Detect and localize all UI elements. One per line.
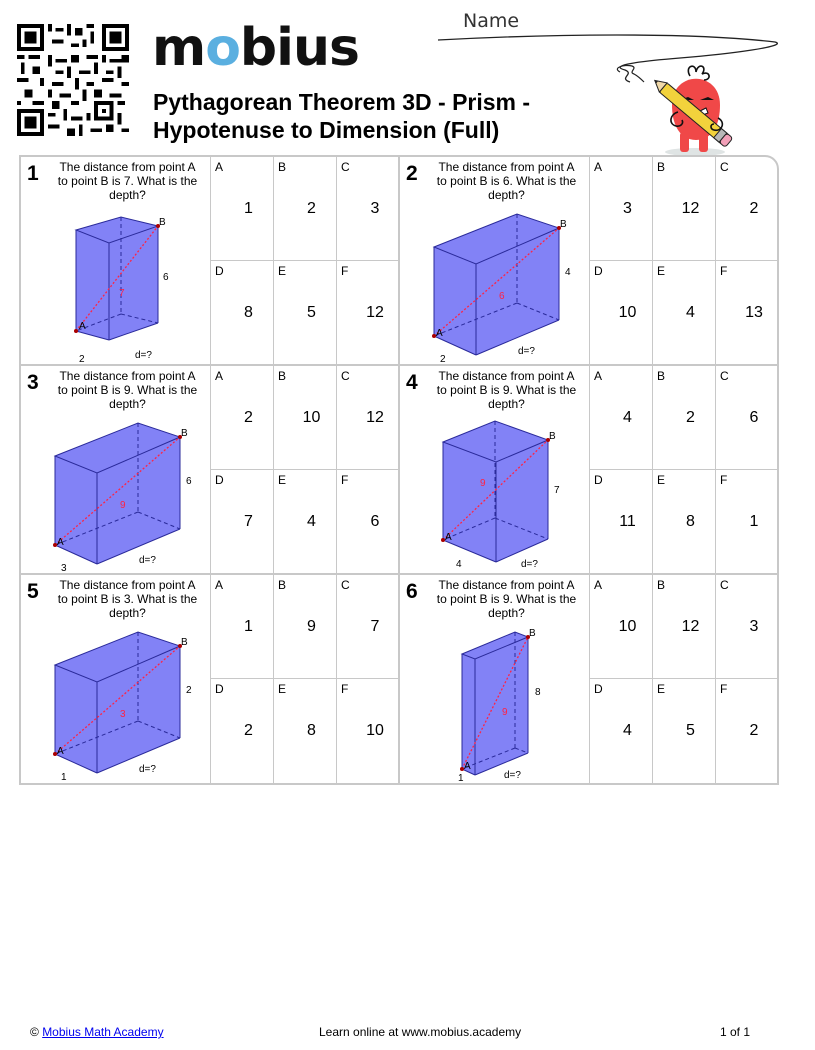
answer-choices bbox=[211, 366, 400, 575]
answer-choices bbox=[211, 575, 400, 784]
prism-diagram bbox=[21, 205, 211, 365]
choice-c[interactable]: C 6 bbox=[716, 366, 779, 470]
question-cell bbox=[21, 366, 211, 575]
problem-number: 3 bbox=[27, 371, 39, 394]
svg-text:B: B bbox=[560, 219, 567, 230]
choice-b[interactable]: B 9 bbox=[274, 575, 337, 679]
svg-text:6: 6 bbox=[499, 291, 505, 302]
question-text: The distance from point A to point B is 9. What is the depth? bbox=[436, 578, 577, 620]
choice-b[interactable]: B 2 bbox=[653, 366, 716, 470]
svg-text:4: 4 bbox=[456, 559, 462, 570]
choice-c[interactable]: C 7 bbox=[337, 575, 400, 679]
page-indicator: 1 of 1 bbox=[720, 1025, 751, 1039]
choice-c[interactable]: C 3 bbox=[716, 575, 779, 679]
choice-d[interactable]: D 7 bbox=[211, 470, 274, 574]
svg-text:B: B bbox=[181, 637, 188, 648]
svg-text:B: B bbox=[181, 428, 188, 439]
question-cell bbox=[21, 157, 211, 366]
svg-text:2: 2 bbox=[186, 685, 192, 696]
choice-e[interactable]: E 4 bbox=[274, 470, 337, 574]
title-line-2: Hypotenuse to Dimension (Full) bbox=[153, 117, 500, 143]
answer-choices bbox=[211, 157, 400, 366]
svg-text:7: 7 bbox=[554, 485, 560, 496]
problem-number: 5 bbox=[27, 580, 39, 603]
question-text: The distance from point A to point B is 9. What is the depth? bbox=[57, 369, 198, 411]
answer-choices bbox=[590, 157, 779, 366]
question-text: The distance from point A to point B is 3. What is the depth? bbox=[57, 578, 198, 620]
problem-6 bbox=[400, 575, 779, 784]
choice-d[interactable]: D 11 bbox=[590, 470, 653, 574]
choice-e[interactable]: E 5 bbox=[653, 679, 716, 783]
svg-text:A: A bbox=[445, 532, 452, 543]
svg-text:2: 2 bbox=[440, 354, 446, 365]
choice-f[interactable]: F 6 bbox=[341, 473, 380, 530]
choice-b[interactable]: B 2 bbox=[274, 157, 337, 261]
svg-text:1: 1 bbox=[61, 772, 67, 783]
logo-accent-o: o bbox=[205, 18, 240, 78]
svg-text:d=?: d=? bbox=[139, 764, 156, 775]
choice-a[interactable]: A 2 bbox=[211, 366, 274, 470]
svg-text:A: A bbox=[436, 328, 443, 339]
svg-text:3: 3 bbox=[61, 563, 67, 574]
logo-wordmark: mobius bbox=[152, 18, 359, 78]
mobius-logo bbox=[152, 18, 359, 78]
choice-d[interactable]: D 4 bbox=[590, 679, 653, 783]
svg-text:9: 9 bbox=[480, 478, 486, 489]
choice-d[interactable]: D 2 bbox=[211, 679, 274, 783]
svg-text:B: B bbox=[529, 628, 536, 639]
svg-text:d=?: d=? bbox=[139, 555, 156, 566]
name-label: Name bbox=[463, 10, 520, 32]
choice-a[interactable]: A 1 bbox=[211, 575, 274, 679]
problem-2 bbox=[400, 157, 779, 366]
choice-c[interactable]: C 3 bbox=[337, 157, 400, 261]
question-cell bbox=[400, 157, 590, 366]
problem-number: 1 bbox=[27, 162, 39, 185]
question-cell bbox=[400, 575, 590, 784]
prism-diagram bbox=[400, 623, 590, 783]
choice-e[interactable]: E 4 bbox=[653, 261, 716, 365]
svg-text:6: 6 bbox=[163, 272, 169, 283]
choice-a[interactable]: A 10 bbox=[590, 575, 653, 679]
svg-text:d=?: d=? bbox=[518, 346, 535, 357]
choice-d[interactable]: D 8 bbox=[211, 261, 274, 365]
worksheet-title bbox=[153, 88, 530, 144]
svg-text:9: 9 bbox=[502, 707, 508, 718]
svg-text:d=?: d=? bbox=[135, 350, 152, 361]
prism-diagram bbox=[400, 205, 590, 365]
svg-text:6: 6 bbox=[186, 476, 192, 487]
svg-text:1: 1 bbox=[458, 773, 464, 783]
choice-f[interactable]: F 12 bbox=[341, 264, 384, 321]
choice-d[interactable]: D 10 bbox=[590, 261, 653, 365]
problem-1 bbox=[21, 157, 400, 366]
svg-text:2: 2 bbox=[79, 354, 85, 365]
choice-f[interactable]: F 13 bbox=[720, 264, 763, 321]
svg-text:4: 4 bbox=[565, 267, 571, 278]
svg-text:7: 7 bbox=[119, 288, 125, 299]
choice-a[interactable]: A 1 bbox=[211, 157, 274, 261]
svg-text:d=?: d=? bbox=[504, 770, 521, 781]
prism-diagram bbox=[400, 414, 590, 574]
svg-text:A: A bbox=[79, 321, 86, 332]
choice-e[interactable]: E 8 bbox=[653, 470, 716, 574]
problem-number: 4 bbox=[406, 371, 418, 394]
choice-f[interactable]: F 1 bbox=[720, 473, 759, 530]
svg-text:B: B bbox=[159, 217, 166, 228]
choice-a[interactable]: A 4 bbox=[590, 366, 653, 470]
choice-c[interactable]: C 2 bbox=[716, 157, 779, 261]
answer-choices bbox=[590, 575, 779, 784]
question-text: The distance from point A to point B is 7. What is the depth? bbox=[57, 160, 198, 202]
problem-4 bbox=[400, 366, 779, 575]
svg-text:8: 8 bbox=[535, 687, 541, 698]
question-text: The distance from point A to point B is 6. What is the depth? bbox=[436, 160, 577, 202]
problem-5 bbox=[21, 575, 400, 784]
svg-text:3: 3 bbox=[120, 709, 126, 720]
problem-3 bbox=[21, 366, 400, 575]
copyright-symbol: © bbox=[30, 1025, 39, 1039]
svg-text:B: B bbox=[549, 431, 556, 442]
svg-text:A: A bbox=[464, 761, 471, 772]
svg-text:A: A bbox=[57, 537, 64, 548]
choice-e[interactable]: E 8 bbox=[274, 679, 337, 783]
choice-f[interactable]: F 10 bbox=[341, 682, 384, 739]
choice-b[interactable]: B 10 bbox=[274, 366, 337, 470]
choice-e[interactable]: E 5 bbox=[274, 261, 337, 365]
question-text: The distance from point A to point B is 9. What is the depth? bbox=[436, 369, 577, 411]
question-cell bbox=[400, 366, 590, 575]
svg-text:d=?: d=? bbox=[521, 559, 538, 570]
problem-number: 2 bbox=[406, 162, 418, 185]
choice-b[interactable]: B 12 bbox=[653, 575, 716, 679]
qr-code bbox=[17, 24, 129, 136]
question-cell bbox=[21, 575, 211, 784]
problems-grid bbox=[19, 155, 779, 785]
mobius-academy-link[interactable]: Mobius Math Academy bbox=[42, 1025, 164, 1039]
title-line-1: Pythagorean Theorem 3D - Prism - bbox=[153, 89, 531, 115]
prism-diagram bbox=[21, 414, 211, 574]
choice-b[interactable]: B 12 bbox=[653, 157, 716, 261]
prism-diagram bbox=[21, 623, 211, 783]
footer-learn-online: Learn online at www.mobius.academy bbox=[319, 1025, 522, 1039]
svg-text:A: A bbox=[57, 746, 64, 757]
choice-f[interactable]: F 2 bbox=[720, 682, 759, 739]
footer-copyright bbox=[30, 1025, 164, 1039]
choice-c[interactable]: C 12 bbox=[337, 366, 400, 470]
problem-number: 6 bbox=[406, 580, 418, 603]
choice-a[interactable]: A 3 bbox=[590, 157, 653, 261]
svg-text:9: 9 bbox=[120, 500, 126, 511]
answer-choices bbox=[590, 366, 779, 575]
mascot-illustration bbox=[600, 40, 750, 160]
